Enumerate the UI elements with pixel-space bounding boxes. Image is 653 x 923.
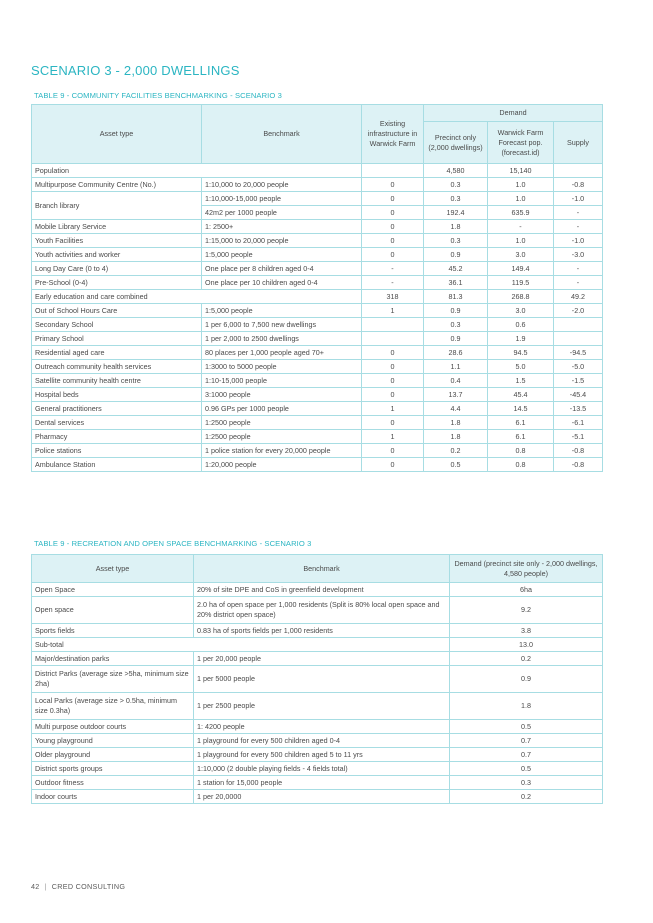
cell-demand: 0.5 — [450, 720, 603, 734]
cell-benchmark: 1:10-15,000 people — [202, 374, 362, 388]
cell-supply: -1.0 — [554, 234, 603, 248]
cell-forecast: 0.8 — [488, 458, 554, 472]
cell-asset: Ambulance Station — [32, 458, 202, 472]
header-demand: Demand — [424, 105, 603, 122]
page-number: 42 — [31, 882, 40, 891]
table-row — [32, 332, 603, 346]
cell-asset: Young playground — [32, 734, 194, 748]
cell-supply: -6.1 — [554, 416, 603, 430]
cell-demand: 0.7 — [450, 734, 603, 748]
cell-precinct: 0.9 — [424, 332, 488, 346]
cell-asset: Sports fields — [32, 624, 194, 638]
table-row — [32, 652, 603, 666]
cell-benchmark: 1 per 2,000 to 2500 dwellings — [202, 332, 362, 346]
cell-existing: 0 — [362, 234, 424, 248]
cell-supply: -5.0 — [554, 360, 603, 374]
cell-existing: 1 — [362, 402, 424, 416]
cell-supply: -0.8 — [554, 458, 603, 472]
table-row — [32, 666, 603, 693]
cell-precinct: 1.8 — [424, 416, 488, 430]
cell-forecast: 45.4 — [488, 388, 554, 402]
header-forecast: Warwick Farm Forecast pop. (forecast.id) — [488, 122, 554, 164]
cell-existing: 0 — [362, 248, 424, 262]
cell-forecast: 1.0 — [488, 178, 554, 192]
cell-existing: 0 — [362, 346, 424, 360]
cell-forecast: 149.4 — [488, 262, 554, 276]
cell-benchmark: 1: 2500+ — [202, 220, 362, 234]
table-row — [32, 776, 603, 790]
table-row — [32, 638, 603, 652]
cell-benchmark: 1: 4200 people — [194, 720, 450, 734]
cell-asset: Major/destination parks — [32, 652, 194, 666]
cell-benchmark: 1:20,000 people — [202, 458, 362, 472]
cell-asset: Open Space — [32, 583, 194, 597]
cell-supply: - — [554, 220, 603, 234]
table-row — [32, 720, 603, 734]
cell-demand: 0.5 — [450, 762, 603, 776]
cell-existing: 1 — [362, 304, 424, 318]
cell-forecast: 5.0 — [488, 360, 554, 374]
cell-benchmark: 1:2500 people — [202, 430, 362, 444]
cell-supply: -94.5 — [554, 346, 603, 360]
cell-supply — [554, 164, 603, 178]
cell-benchmark: 1:10,000-15,000 people — [202, 192, 362, 206]
table-row — [32, 762, 603, 776]
cell-supply: -0.8 — [554, 444, 603, 458]
header-precinct: Precinct only (2,000 dwellings) — [424, 122, 488, 164]
cell-asset: Mobile Library Service — [32, 220, 202, 234]
cell-supply: -45.4 — [554, 388, 603, 402]
cell-asset: Local Parks (average size > 0.5ha, minimum size 0.3ha) — [32, 693, 194, 720]
cell-supply: 49.2 — [554, 290, 603, 304]
cell-demand: 6ha — [450, 583, 603, 597]
cell-existing: 0 — [362, 458, 424, 472]
recreation-open-space-table — [31, 554, 603, 804]
cell-demand: 0.2 — [450, 652, 603, 666]
cell-precinct: 1.8 — [424, 220, 488, 234]
cell-benchmark: 20% of site DPE and CoS in greenfield development — [194, 583, 450, 597]
header-supply: Supply — [554, 122, 603, 164]
cell-demand: 0.9 — [450, 666, 603, 693]
table-row — [32, 388, 603, 402]
cell-existing: 318 — [362, 290, 424, 304]
cell-supply: -1.0 — [554, 192, 603, 206]
cell-asset: Older playground — [32, 748, 194, 762]
cell-benchmark: 1 per 6,000 to 7,500 new dwellings — [202, 318, 362, 332]
cell-supply: -5.1 — [554, 430, 603, 444]
cell-forecast: 1.5 — [488, 374, 554, 388]
cell-asset: Police stations — [32, 444, 202, 458]
cell-benchmark: 1:5,000 people — [202, 304, 362, 318]
cell-benchmark: 1 playground for every 500 children aged 5 to 11 yrs — [194, 748, 450, 762]
cell-demand: 9.2 — [450, 597, 603, 624]
cell-demand: 13.0 — [450, 638, 603, 652]
table-row — [32, 790, 603, 804]
table-row — [32, 262, 603, 276]
cell-precinct: 4,580 — [424, 164, 488, 178]
table-row — [32, 458, 603, 472]
cell-forecast: 635.9 — [488, 206, 554, 220]
cell-supply: - — [554, 262, 603, 276]
cell-precinct: 1.8 — [424, 430, 488, 444]
cell-supply: -1.5 — [554, 374, 603, 388]
cell-existing: 0 — [362, 192, 424, 206]
cell-existing: 1 — [362, 430, 424, 444]
cell-benchmark: One place per 10 children aged 0-4 — [202, 276, 362, 290]
cell-precinct: 45.2 — [424, 262, 488, 276]
cell-benchmark: 3:1000 people — [202, 388, 362, 402]
header-benchmark: Benchmark — [194, 555, 450, 583]
page-footer — [31, 882, 125, 891]
cell-asset: Open space — [32, 597, 194, 624]
cell-benchmark: One place per 8 children aged 0-4 — [202, 262, 362, 276]
cell-forecast: 94.5 — [488, 346, 554, 360]
table2-title: TABLE 9 - RECREATION AND OPEN SPACE BENCHMARKING - SCENARIO 3 — [34, 539, 312, 548]
cell-forecast: 6.1 — [488, 430, 554, 444]
cell-forecast: 1.0 — [488, 234, 554, 248]
cell-asset: Hospital beds — [32, 388, 202, 402]
table-row — [32, 430, 603, 444]
table-row — [32, 304, 603, 318]
cell-existing: - — [362, 262, 424, 276]
cell-precinct: 4.4 — [424, 402, 488, 416]
cell-asset: Long Day Care (0 to 4) — [32, 262, 202, 276]
cell-demand: 3.8 — [450, 624, 603, 638]
table-row — [32, 220, 603, 234]
cell-precinct: 0.3 — [424, 318, 488, 332]
header-asset-type: Asset type — [32, 105, 202, 164]
table-row — [32, 164, 603, 178]
page-title: SCENARIO 3 - 2,000 DWELLINGS — [31, 63, 240, 78]
table-row — [32, 248, 603, 262]
cell-benchmark: 1:2500 people — [202, 416, 362, 430]
cell-precinct: 0.3 — [424, 192, 488, 206]
table-row — [32, 360, 603, 374]
cell-asset: Pre-School (0-4) — [32, 276, 202, 290]
cell-supply: -0.8 — [554, 178, 603, 192]
table-row — [32, 374, 603, 388]
table-row — [32, 444, 603, 458]
cell-asset: Sub-total — [32, 638, 450, 652]
cell-forecast: 6.1 — [488, 416, 554, 430]
cell-benchmark: 0.96 GPs per 1000 people — [202, 402, 362, 416]
cell-existing — [362, 164, 424, 178]
cell-asset: Branch library — [32, 192, 202, 220]
cell-benchmark: 80 places per 1,000 people aged 70+ — [202, 346, 362, 360]
table-row — [32, 693, 603, 720]
table-row — [32, 276, 603, 290]
table-row — [32, 583, 603, 597]
cell-forecast: 3.0 — [488, 248, 554, 262]
footer-separator: | — [44, 882, 47, 891]
cell-demand: 0.7 — [450, 748, 603, 762]
header-asset-type: Asset type — [32, 555, 194, 583]
table-row — [32, 192, 603, 206]
cell-benchmark: 1:10,000 (2 double playing fields - 4 fields total) — [194, 762, 450, 776]
cell-benchmark: 1 playground for every 500 children aged 0-4 — [194, 734, 450, 748]
publisher-name: CRED CONSULTING — [51, 882, 126, 891]
cell-benchmark: 1 per 5000 people — [194, 666, 450, 693]
cell-asset: Primary School — [32, 332, 202, 346]
cell-asset: District sports groups — [32, 762, 194, 776]
cell-forecast: 0.8 — [488, 444, 554, 458]
cell-asset: Out of School Hours Care — [32, 304, 202, 318]
cell-precinct: 0.2 — [424, 444, 488, 458]
table-row — [32, 624, 603, 638]
community-facilities-table — [31, 104, 603, 472]
table-row — [32, 734, 603, 748]
cell-benchmark: 1:3000 to 5000 people — [202, 360, 362, 374]
cell-benchmark: 1:15,000 to 20,000 people — [202, 234, 362, 248]
cell-forecast: 15,140 — [488, 164, 554, 178]
cell-forecast: 3.0 — [488, 304, 554, 318]
cell-benchmark: 1 station for 15,000 people — [194, 776, 450, 790]
cell-asset: Indoor courts — [32, 790, 194, 804]
cell-existing — [362, 318, 424, 332]
cell-benchmark: 1 police station for every 20,000 people — [202, 444, 362, 458]
cell-demand: 0.3 — [450, 776, 603, 790]
cell-forecast: 1.9 — [488, 332, 554, 346]
cell-benchmark: 0.83 ha of sports fields per 1,000 residents — [194, 624, 450, 638]
cell-existing: 0 — [362, 444, 424, 458]
cell-forecast: 14.5 — [488, 402, 554, 416]
cell-supply: - — [554, 276, 603, 290]
cell-benchmark: 2.0 ha of open space per 1,000 residents (Split is 80% local open space and 20% district open space) — [194, 597, 450, 624]
cell-existing: 0 — [362, 178, 424, 192]
cell-supply: -13.5 — [554, 402, 603, 416]
table-row — [32, 597, 603, 624]
cell-asset: Outdoor fitness — [32, 776, 194, 790]
cell-supply — [554, 332, 603, 346]
cell-existing: 0 — [362, 416, 424, 430]
cell-precinct: 0.3 — [424, 178, 488, 192]
cell-precinct: 0.9 — [424, 248, 488, 262]
cell-precinct: 13.7 — [424, 388, 488, 402]
table-row — [32, 178, 603, 192]
cell-asset: Multi purpose outdoor courts — [32, 720, 194, 734]
cell-forecast: 1.0 — [488, 192, 554, 206]
cell-forecast: 268.8 — [488, 290, 554, 304]
cell-forecast: - — [488, 220, 554, 234]
cell-supply: -2.0 — [554, 304, 603, 318]
cell-benchmark: 1:5,000 people — [202, 248, 362, 262]
cell-existing: - — [362, 276, 424, 290]
cell-existing — [362, 332, 424, 346]
cell-asset: General practitioners — [32, 402, 202, 416]
cell-precinct: 192.4 — [424, 206, 488, 220]
cell-benchmark: 1 per 20,000 people — [194, 652, 450, 666]
cell-precinct: 81.3 — [424, 290, 488, 304]
table-row — [32, 234, 603, 248]
cell-asset: Secondary School — [32, 318, 202, 332]
header-demand: Demand (precinct site only - 2,000 dwellings, 4,580 people) — [450, 555, 603, 583]
cell-supply — [554, 318, 603, 332]
cell-precinct: 36.1 — [424, 276, 488, 290]
cell-asset: Youth activities and worker — [32, 248, 202, 262]
table1-title: TABLE 9 - COMMUNITY FACILITIES BENCHMARKING - SCENARIO 3 — [34, 91, 282, 100]
cell-existing: 0 — [362, 206, 424, 220]
cell-demand: 0.2 — [450, 790, 603, 804]
cell-asset: Population — [32, 164, 362, 178]
cell-existing: 0 — [362, 374, 424, 388]
cell-benchmark: 1 per 2500 people — [194, 693, 450, 720]
cell-asset: Pharmacy — [32, 430, 202, 444]
cell-precinct: 0.9 — [424, 304, 488, 318]
cell-asset: Outreach community health services — [32, 360, 202, 374]
table-row — [32, 416, 603, 430]
cell-asset: Dental services — [32, 416, 202, 430]
cell-existing: 0 — [362, 388, 424, 402]
cell-precinct: 1.1 — [424, 360, 488, 374]
cell-asset: District Parks (average size >5ha, minimum size 2ha) — [32, 666, 194, 693]
cell-asset: Multipurpose Community Centre (No.) — [32, 178, 202, 192]
cell-asset: Youth Facilities — [32, 234, 202, 248]
header-benchmark: Benchmark — [202, 105, 362, 164]
cell-asset: Early education and care combined — [32, 290, 362, 304]
table-row — [32, 748, 603, 762]
cell-forecast: 119.5 — [488, 276, 554, 290]
cell-benchmark: 42m2 per 1000 people — [202, 206, 362, 220]
cell-demand: 1.8 — [450, 693, 603, 720]
cell-precinct: 28.6 — [424, 346, 488, 360]
cell-asset: Satellite community health centre — [32, 374, 202, 388]
table-row — [32, 402, 603, 416]
cell-benchmark: 1:10,000 to 20,000 people — [202, 178, 362, 192]
cell-precinct: 0.5 — [424, 458, 488, 472]
cell-asset: Residential aged care — [32, 346, 202, 360]
cell-supply: - — [554, 206, 603, 220]
table-row — [32, 318, 603, 332]
cell-precinct: 0.3 — [424, 234, 488, 248]
cell-supply: -3.0 — [554, 248, 603, 262]
cell-existing: 0 — [362, 220, 424, 234]
table-row — [32, 346, 603, 360]
cell-existing: 0 — [362, 360, 424, 374]
cell-precinct: 0.4 — [424, 374, 488, 388]
table-row — [32, 290, 603, 304]
header-existing: Existing infrastructure in Warwick Farm — [362, 105, 424, 164]
cell-benchmark: 1 per 20,0000 — [194, 790, 450, 804]
cell-forecast: 0.6 — [488, 318, 554, 332]
